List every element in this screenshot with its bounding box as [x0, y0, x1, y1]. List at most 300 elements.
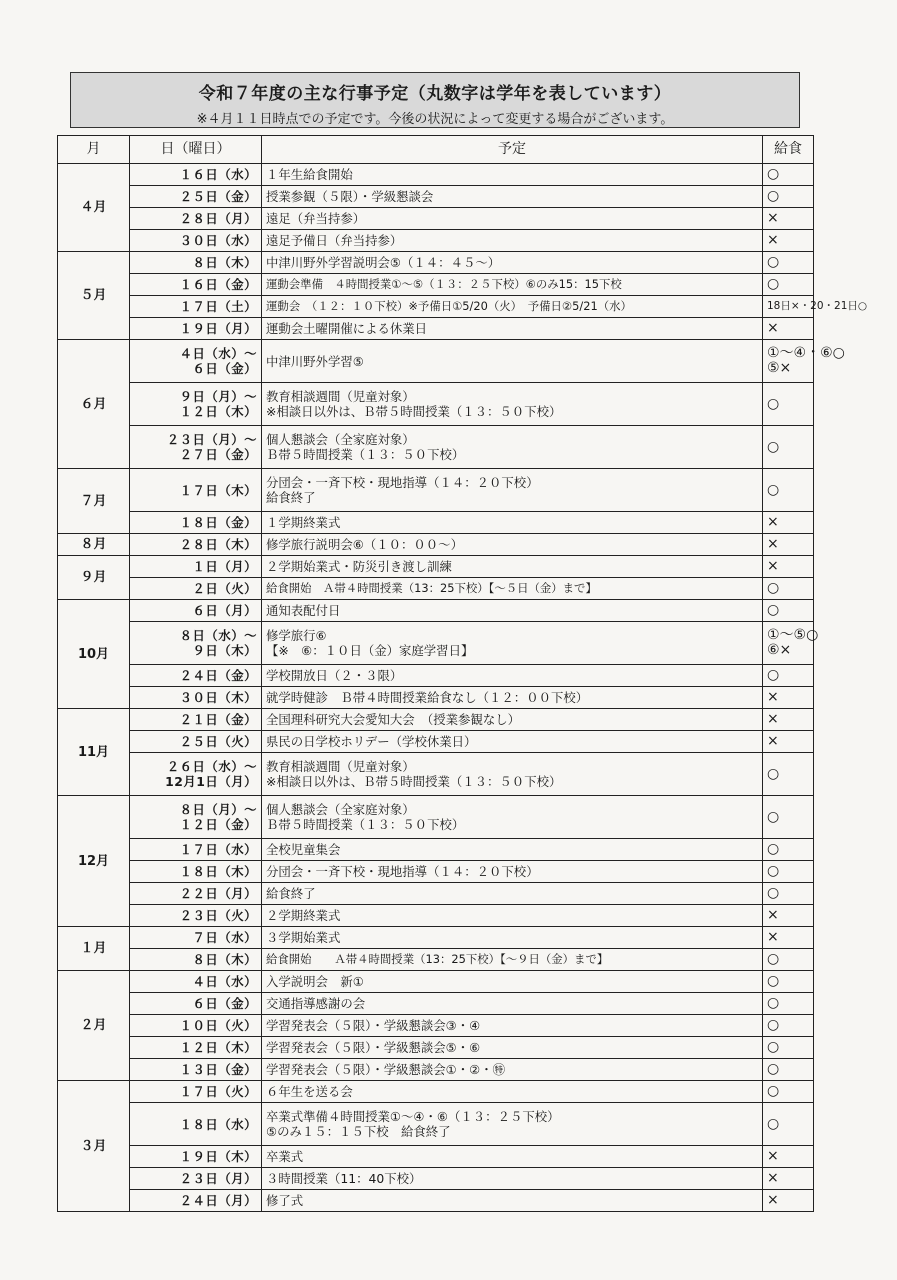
table-row [58, 753, 814, 796]
table-row [58, 927, 814, 949]
date-cell [130, 905, 262, 927]
date-cell-line2: １２日（金） [179, 817, 257, 832]
kyushoku-cell-line: ○ [767, 188, 780, 204]
date-cell-line: ２５日（火） [179, 734, 257, 749]
yotei-column-header: 予定 [262, 136, 763, 164]
kyushoku-cell-line: ○ [767, 863, 780, 879]
date-cell [130, 534, 262, 556]
kyushoku-cell-line: ○ [767, 995, 780, 1011]
date-cell-line: ９日（月）～ [179, 389, 257, 404]
yotei-cell [262, 274, 763, 296]
kyushoku-cell [763, 905, 814, 927]
month-cell: ３月 [58, 1081, 130, 1212]
yotei-cell-line: 分団会・一斉下校・現地指導（１４：２０下校） [266, 475, 539, 490]
yotei-cell [262, 753, 763, 796]
date-cell-line: １３日（金） [179, 1062, 257, 1077]
header-box [70, 72, 800, 128]
yotei-cell [262, 687, 763, 709]
yotei-cell-line: 中津川野外学習⑤ [266, 353, 364, 369]
date-cell-line: １２日（木） [179, 1040, 257, 1055]
kyushoku-cell [763, 883, 814, 905]
month-cell: ８月 [58, 534, 130, 556]
kyushoku-cell [763, 1168, 814, 1190]
kyushoku-cell [763, 252, 814, 274]
yotei-cell [262, 208, 763, 230]
table-row [58, 993, 814, 1015]
kyushoku-cell [763, 512, 814, 534]
month-cell: ７月 [58, 469, 130, 534]
date-cell [130, 665, 262, 687]
table-row [58, 1037, 814, 1059]
kyushoku-cell-line: × [767, 711, 779, 727]
kyushoku-cell-line: 18日×・20・21日○ [767, 300, 868, 312]
date-cell [130, 949, 262, 971]
table-row [58, 512, 814, 534]
kyushoku-cell-line: ○ [767, 438, 780, 455]
schedule-body [58, 164, 868, 1212]
month-cell: ４月 [58, 164, 130, 252]
table-row [58, 556, 814, 578]
kyushoku-cell [763, 426, 814, 469]
table-row [58, 578, 814, 600]
yotei-cell [262, 1015, 763, 1037]
kyushoku-cell [763, 1146, 814, 1168]
kyushoku-cell [763, 296, 868, 318]
month-cell: ２月 [58, 971, 130, 1081]
kyushoku-cell-line: × [767, 733, 779, 749]
kyushoku-cell [763, 534, 814, 556]
date-cell [130, 709, 262, 731]
date-cell [130, 512, 262, 534]
date-cell [130, 927, 262, 949]
date-cell [130, 993, 262, 1015]
yotei-cell [262, 186, 763, 208]
date-cell [130, 578, 262, 600]
kyushoku-cell [763, 1037, 814, 1059]
date-cell [130, 340, 262, 383]
kyushoku-cell-line: ○ [767, 1039, 780, 1055]
yotei-cell-line: 個人懇談会（全家庭対象） [266, 432, 415, 447]
table-row [58, 186, 814, 208]
date-cell-line: ８日（月）～ [179, 802, 257, 817]
date-cell-line: ３０日（水） [179, 233, 257, 248]
yotei-cell-line: 全国理科研究大会愛知大会 （授業参観なし） [266, 712, 521, 727]
kyushoku-cell [763, 208, 814, 230]
kyushoku-cell [763, 1190, 814, 1212]
yotei-cell-line: 学習発表会（５限）・学級懇談会①・②・㊕ [266, 1062, 506, 1077]
yotei-cell [262, 318, 763, 340]
kyushoku-cell [763, 600, 814, 622]
date-cell-line: １６日（金） [179, 277, 257, 292]
kyushoku-cell [763, 469, 814, 512]
yotei-cell-line: ２学期始業式・防災引き渡し訓練 [266, 559, 452, 574]
yotei-cell-line: 給食開始 Ａ帯４時間授業（13：25下校）【～９日（金）まで】 [266, 952, 609, 966]
kyushoku-cell-line: ○ [767, 885, 780, 901]
kyushoku-cell-line: × [767, 1192, 779, 1208]
yotei-cell [262, 709, 763, 731]
date-cell-line: １０日（火） [179, 1018, 257, 1033]
yotei-cell [262, 296, 763, 318]
yotei-cell-line2: 【※ ⑥：１０日（金）家庭学習日】 [266, 643, 474, 658]
table-row [58, 709, 814, 731]
date-cell [130, 1103, 262, 1146]
yotei-cell-line: 学習発表会（５限）・学級懇談会⑤・⑥ [266, 1040, 481, 1055]
yotei-cell-line: 卒業式 [266, 1149, 304, 1164]
date-cell [130, 469, 262, 512]
date-cell-line: ４日（水） [192, 974, 257, 989]
month-cell: ９月 [58, 556, 130, 600]
yotei-cell-line: 遠足（弁当持参） [266, 211, 366, 226]
month-column-header: 月 [58, 136, 130, 164]
date-cell [130, 796, 262, 839]
table-row [58, 426, 814, 469]
yotei-cell-line: 授業参観（５限）・学級懇談会 [266, 189, 434, 204]
table-row [58, 318, 814, 340]
date-cell [130, 1015, 262, 1037]
kyushoku-cell-line: ○ [767, 602, 780, 618]
table-row [58, 665, 814, 687]
date-cell [130, 1190, 262, 1212]
month-cell: 11月 [58, 709, 130, 796]
date-cell [130, 426, 262, 469]
table-row [58, 622, 814, 665]
date-cell [130, 164, 262, 186]
kyushoku-cell [763, 274, 814, 296]
yotei-cell-line: 運動会土曜開催による休業日 [266, 321, 428, 336]
yotei-cell-line: 修了式 [266, 1193, 304, 1208]
date-cell-line: １９日（月） [179, 321, 257, 336]
table-row [58, 164, 814, 186]
table-row [58, 861, 814, 883]
kyushoku-cell-line: ○ [767, 841, 780, 857]
date-cell-line: ８日（木） [192, 255, 257, 270]
yotei-cell [262, 1103, 763, 1146]
kyushoku-column-header: 給食 [763, 136, 814, 164]
kyushoku-cell-line2: ⑤× [767, 360, 792, 376]
table-row [58, 296, 814, 318]
date-cell-line: １７日（土） [179, 299, 257, 314]
kyushoku-cell [763, 665, 814, 687]
date-cell-line: ６日（金） [192, 996, 257, 1011]
date-cell-line: ２４日（月） [179, 1193, 257, 1208]
kyushoku-cell-line: × [767, 1148, 779, 1164]
date-cell-line: ２３日（月）～ [166, 432, 257, 447]
date-cell-line: ２８日（月） [179, 211, 257, 226]
table-row [58, 600, 814, 622]
yotei-cell-line: 学校開放日（２・３限） [266, 668, 403, 683]
yotei-cell [262, 252, 763, 274]
date-cell [130, 1059, 262, 1081]
yotei-cell [262, 556, 763, 578]
yotei-cell-line: 給食終了 [266, 886, 316, 901]
table-row [58, 1059, 814, 1081]
yotei-cell-line: 学習発表会（５限）・学級懇談会③・④ [266, 1018, 481, 1033]
date-cell [130, 861, 262, 883]
kyushoku-cell [763, 796, 814, 839]
table-row [58, 252, 814, 274]
date-cell-line: １７日（水） [179, 842, 257, 857]
date-cell [130, 252, 262, 274]
table-row [58, 340, 814, 383]
date-cell [130, 600, 262, 622]
yotei-cell [262, 665, 763, 687]
date-cell [130, 971, 262, 993]
yotei-cell [262, 469, 763, 512]
yotei-cell-line: １学期終業式 [266, 515, 341, 530]
kyushoku-cell [763, 731, 814, 753]
date-cell-line: ２２日（月） [179, 886, 257, 901]
yotei-cell-line: 交通指導感謝の会 [266, 996, 366, 1011]
date-cell-line: １８日（木） [179, 864, 257, 879]
date-cell-line: ６日（月） [192, 603, 257, 618]
date-cell-line2: ９日（木） [192, 643, 257, 658]
schedule-table [57, 135, 868, 1212]
date-cell-line: ２３日（月） [179, 1171, 257, 1186]
date-cell [130, 1081, 262, 1103]
table-header-row [58, 136, 814, 164]
table-row [58, 1146, 814, 1168]
date-cell-line: １８日（水） [179, 1116, 257, 1132]
table-row [58, 687, 814, 709]
kyushoku-cell-line: × [767, 536, 779, 552]
kyushoku-cell-line: ○ [767, 808, 780, 825]
kyushoku-cell [763, 230, 814, 252]
kyushoku-cell-line: ○ [767, 1017, 780, 1033]
kyushoku-cell [763, 687, 814, 709]
kyushoku-cell [763, 753, 814, 796]
date-cell [130, 186, 262, 208]
table-row [58, 949, 814, 971]
table-row [58, 905, 814, 927]
month-cell: ５月 [58, 252, 130, 340]
yotei-cell-line2: ⑤のみ１５：１５下校 給食終了 [266, 1124, 451, 1139]
date-cell-line: ２３日（火） [179, 908, 257, 923]
kyushoku-cell [763, 1103, 814, 1146]
yotei-cell [262, 861, 763, 883]
yotei-cell [262, 949, 763, 971]
kyushoku-cell [763, 993, 814, 1015]
date-cell [130, 839, 262, 861]
yotei-cell-line: 通知表配付日 [266, 603, 341, 618]
yotei-cell-line: 運動会準備 ４時間授業①～⑤（１３：２５下校）⑥のみ15：15下校 [266, 277, 622, 291]
table-row [58, 230, 814, 252]
date-cell-line: ２８日（木） [179, 537, 257, 552]
kyushoku-cell [763, 578, 814, 600]
date-cell-line: ２日（火） [192, 581, 257, 596]
date-cell-line: １６日（水） [179, 167, 257, 182]
yotei-cell [262, 164, 763, 186]
table-row [58, 839, 814, 861]
kyushoku-cell-line: ○ [767, 481, 780, 498]
month-cell: ６月 [58, 340, 130, 469]
table-row [58, 274, 814, 296]
date-cell-line: ２４日（金） [179, 668, 257, 683]
table-row [58, 469, 814, 512]
yotei-cell [262, 512, 763, 534]
table-row [58, 1168, 814, 1190]
kyushoku-cell-line: ○ [767, 166, 780, 182]
kyushoku-cell-line: ○ [767, 580, 780, 596]
date-cell [130, 296, 262, 318]
kyushoku-cell-line: × [767, 689, 779, 705]
yotei-cell [262, 340, 763, 383]
date-cell [130, 1037, 262, 1059]
month-cell: 10月 [58, 600, 130, 709]
kyushoku-cell-line: × [767, 558, 779, 574]
kyushoku-cell-line2: ⑥× [767, 642, 792, 658]
yotei-cell [262, 883, 763, 905]
yotei-cell [262, 905, 763, 927]
kyushoku-cell-line: ○ [767, 1083, 780, 1099]
table-row [58, 534, 814, 556]
yotei-cell-line2: Ｂ帯５時間授業（１３：５０下校） [266, 817, 465, 832]
date-cell-line2: １２日（木） [179, 404, 257, 419]
page-title: 令和７年度の主な行事予定（丸数字は学年を表しています） [198, 84, 672, 104]
date-cell [130, 274, 262, 296]
yotei-cell-line: ６年生を送る会 [266, 1084, 353, 1099]
date-cell-line: １９日（木） [179, 1149, 257, 1164]
kyushoku-cell-line: ○ [767, 1061, 780, 1077]
yotei-cell [262, 1081, 763, 1103]
kyushoku-cell [763, 556, 814, 578]
table-row [58, 208, 814, 230]
yotei-cell-line: 給食開始 Ａ帯４時間授業（13：25下校）【～５日（金）まで】 [266, 581, 597, 595]
yotei-cell-line: 修学旅行説明会⑥（１０：００～） [266, 537, 463, 552]
yotei-cell [262, 796, 763, 839]
date-cell-line: ３０日（木） [179, 690, 257, 705]
yotei-cell-line: 就学時健診 Ｂ帯４時間授業給食なし（１２：００下校） [266, 690, 589, 705]
yotei-cell-line2: 給食終了 [266, 490, 316, 505]
yotei-cell-line2: Ｂ帯５時間授業（１３：５０下校） [266, 447, 465, 462]
page-note: ※４月１１日時点での予定です。今後の状況によって変更する場合がございます。 [196, 112, 674, 127]
kyushoku-cell [763, 839, 814, 861]
date-cell-line2: ６日（金） [192, 361, 257, 376]
date-cell [130, 208, 262, 230]
kyushoku-cell-line: × [767, 514, 779, 530]
yotei-cell-line2: ※相談日以外は、Ｂ帯５時間授業（１３：５０下校） [266, 774, 562, 789]
month-cell: １月 [58, 927, 130, 971]
table-row [58, 1081, 814, 1103]
kyushoku-cell [763, 622, 819, 665]
yotei-cell [262, 1037, 763, 1059]
yotei-cell [262, 426, 763, 469]
yotei-cell [262, 1190, 763, 1212]
table-row [58, 383, 814, 426]
yotei-cell [262, 927, 763, 949]
yotei-cell-line: 教育相談週間（児童対象） [266, 759, 415, 774]
kyushoku-cell-line: × [767, 320, 779, 336]
yotei-cell-line: 分団会・一斉下校・現地指導（１４：２０下校） [266, 864, 539, 879]
table-row [58, 1015, 814, 1037]
yotei-cell-line: 全校児童集会 [266, 842, 341, 857]
date-cell-line: １日（月） [192, 559, 257, 574]
date-cell [130, 556, 262, 578]
date-cell [130, 1146, 262, 1168]
date-cell-line: ８日（水）～ [179, 628, 257, 643]
kyushoku-cell-line: × [767, 1170, 779, 1186]
kyushoku-cell-line: × [767, 210, 779, 226]
yotei-cell [262, 230, 763, 252]
yotei-cell-line: 入学説明会 新① [266, 974, 364, 989]
kyushoku-cell [763, 927, 814, 949]
kyushoku-cell-line: × [767, 907, 779, 923]
kyushoku-cell [763, 186, 814, 208]
date-cell-line: １７日（火） [179, 1084, 257, 1099]
date-cell-line: ７日（水） [192, 930, 257, 945]
date-cell-line2: 12月1日（月） [165, 774, 257, 789]
date-cell-line: ２５日（金） [179, 189, 257, 204]
kyushoku-cell-line: ○ [767, 254, 780, 270]
yotei-cell-line: 個人懇談会（全家庭対象） [266, 802, 415, 817]
date-column-header: 日（曜日） [130, 136, 262, 164]
kyushoku-cell [763, 1081, 814, 1103]
yotei-cell [262, 600, 763, 622]
date-cell-line: ４日（水）～ [179, 346, 257, 361]
table-row [58, 1190, 814, 1212]
yotei-cell [262, 383, 763, 426]
yotei-cell-line: ２学期終業式 [266, 908, 341, 923]
yotei-cell [262, 534, 763, 556]
date-cell [130, 883, 262, 905]
kyushoku-cell-line: × [767, 929, 779, 945]
yotei-cell-line: ３時間授業（11：40下校） [266, 1171, 422, 1186]
date-cell [130, 318, 262, 340]
date-cell [130, 753, 262, 796]
table-row [58, 796, 814, 839]
kyushoku-cell [763, 949, 814, 971]
date-cell-line: １７日（木） [179, 482, 257, 498]
yotei-cell-line: 遠足予備日（弁当持参） [266, 233, 403, 248]
yotei-cell-line: ３学期始業式 [266, 930, 341, 945]
yotei-cell-line: １年生給食開始 [266, 167, 353, 182]
yotei-cell-line: 教育相談週間（児童対象） [266, 389, 415, 404]
date-cell-line: ２６日（水）～ [166, 759, 257, 774]
date-cell [130, 622, 262, 665]
month-cell: 12月 [58, 796, 130, 927]
kyushoku-cell [763, 971, 814, 993]
yotei-cell-line: 県民の日学校ホリデー（学校休業日） [266, 734, 477, 749]
yotei-cell-line: 卒業式準備４時間授業①～④・⑥（１３：２５下校） [266, 1109, 560, 1124]
kyushoku-cell-line: ①～⑤○ [767, 627, 819, 643]
kyushoku-cell-line: ①～④・⑥○ [767, 345, 845, 361]
date-cell [130, 687, 262, 709]
kyushoku-cell [763, 1059, 814, 1081]
yotei-cell [262, 1059, 763, 1081]
yotei-cell [262, 731, 763, 753]
table-row [58, 883, 814, 905]
table-row [58, 731, 814, 753]
kyushoku-cell [763, 164, 814, 186]
yotei-cell [262, 578, 763, 600]
kyushoku-cell-line: ○ [767, 395, 780, 412]
yotei-cell [262, 993, 763, 1015]
kyushoku-cell-line: ○ [767, 1115, 780, 1132]
yotei-cell-line: 修学旅行⑥ [266, 628, 327, 643]
kyushoku-cell [763, 318, 814, 340]
yotei-cell [262, 839, 763, 861]
kyushoku-cell-line: ○ [767, 765, 780, 782]
date-cell-line2: ２７日（金） [179, 447, 257, 462]
kyushoku-cell-line: ○ [767, 973, 780, 989]
table-row [58, 1103, 814, 1146]
date-cell [130, 383, 262, 426]
date-cell [130, 1168, 262, 1190]
yotei-cell-line: 運動会 （１２：１０下校）※予備日①5/20（火） 予備日②5/21（水） [266, 299, 632, 313]
kyushoku-cell [763, 1015, 814, 1037]
yotei-cell [262, 1146, 763, 1168]
date-cell [130, 230, 262, 252]
date-cell-line: ８日（木） [192, 952, 257, 967]
